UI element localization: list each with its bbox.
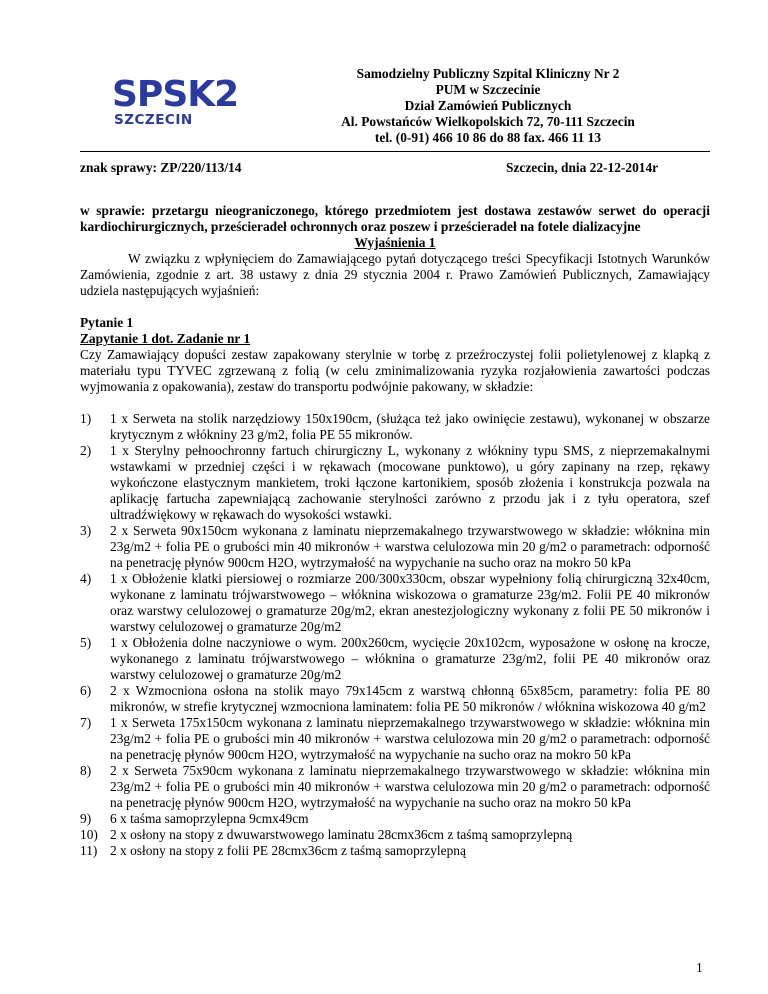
list-item: [80, 635, 710, 683]
item-text: 2 x Serweta 75x90cm wykonana z laminatu nieprzemakalnego trzywarstwowego w składzie: włóknina min 23g/m2 + folia PE o grubości min 40 mikronów + warstwa celulozowa min 20 g/m2 o parametrach: odporność na penetrację płynów 900cm H2O, wytrzymałość na wypychanie na sucho oraz na mokro 50 kPa: [110, 763, 710, 810]
items-list: [80, 411, 710, 859]
list-item: [80, 683, 710, 715]
page-number: 1: [696, 960, 703, 975]
institution-address: Al. Powstańców Wielkopolskich 72, 70-111 Szczecin: [341, 114, 635, 129]
list-item: [80, 715, 710, 763]
item-number: 7): [80, 715, 92, 730]
item-number: 2): [80, 443, 92, 458]
list-item: [80, 843, 710, 859]
header-divider: [80, 151, 710, 152]
question-subtitle: Zapytanie 1 dot. Zadanie nr 1: [80, 331, 251, 346]
question-text: Czy Zamawiający dopuści zestaw zapakowany sterylnie w torbę z przeźroczystej folii polietylenowej z klapką z materiału typu TYVEC zgrzewaną z folią (w celu zminimalizowania ryzyka rozjałowienia zawartości podczas wyjmowania z opakowania), zestaw do transportu podwójnie pakowany, w składzie:: [80, 347, 710, 394]
item-text: 6 x taśma samoprzylepna 9cmx49cm: [110, 811, 309, 826]
subject: w sprawie: przetargu nieograniczonego, którego przedmiotem jest dostawa zestawów serwet do operacji kardiochirurgicznych, prześcieradeł ochronnych oraz poszew i prześcieradeł na fotele dializacyjne: [80, 203, 710, 234]
spsk2-logo: [108, 70, 268, 130]
institution-university: PUM w Szczecinie: [435, 82, 541, 97]
institution-name: Samodzielny Publiczny Szpital Kliniczny Nr 2: [356, 66, 620, 81]
item-number: 3): [80, 523, 92, 538]
item-text: 2 x Serweta 90x150cm wykonana z laminatu nieprzemakalnego trzywarstwowego w składzie: włóknina min 23g/m2 + folia PE o grubości min 40 mikronów + warstwa celulozowa min 20 g/m2 o parametrach: odporność na penetrację płynów 900cm H2O, wytrzymałość na wypychanie na sucho oraz na mokro 50 kPa: [110, 523, 710, 570]
list-item: [80, 571, 710, 635]
item-text: 2 x Wzmocniona osłona na stolik mayo 79x145cm z warstwą chłonną 65x85cm, parametry: folia PE 80 mikronów, w strefie krytycznej wzmocniona laminatem: folia PE 50 mikronów / włóknina wiskozowa 40 g/m2: [110, 683, 710, 714]
logo-text: SPSK2: [112, 74, 239, 115]
list-item: [80, 763, 710, 811]
item-text: 1 x Sterylny pełnoochronny fartuch chirurgiczny L, wykonany z włókniny typu SMS, z nieprzemakalnymi wstawkami w przedniej części i w rękawach (mocowane punktowo), u góry zapinany na rzep, rękawy wykończone elastycznym mankietem, troki łączone kartonikiem, sposób złożenia i konstrukcja pozwala na aplikację fartucha zapewniającą zachowanie sterylności zarówno z przodu jak i z tyłu operatora, szef ultradźwiękowy w rękawach do wysokości wstawki.: [110, 443, 710, 522]
intro-paragraph: W związku z wpłynięciem do Zamawiającego pytań dotyczącego treści Specyfikacji Istotnych Warunków Zamówienia, zgodnie z art. 38 ustawy z dnia 29 stycznia 2004 r. Prawo Zamówień Publicznych, Zamawiający udziela następujących wyjaśnień:: [80, 251, 710, 298]
item-number: 9): [80, 811, 92, 826]
item-text: 1 x Serweta na stolik narzędziowy 150x190cm, (służąca też jako owinięcie zestawu), wykonanej w obszarze krytycznym z włókniny 23 g/m2, folia PE 55 mikronów.: [110, 411, 710, 442]
question-title: Pytanie 1: [80, 315, 134, 330]
list-item: [80, 443, 710, 523]
item-number: 11): [80, 843, 98, 858]
logo-city: SZCZECIN: [114, 112, 193, 128]
item-number: 1): [80, 411, 92, 426]
case-reference: znak sprawy: ZP/220/113/14: [80, 160, 242, 175]
item-text: 1 x Serweta 175x150cm wykonana z laminatu nieprzemakalnego trzywarstwowego w składzie: włóknina min 23g/m2 + folia PE o grubości min 40 mikronów + warstwa celulozowa min 20 g/m2 o parametrach: odporność na penetrację płynów 900cm H2O, wytrzymałość na wypychanie na sucho oraz na mokro 50 kPa: [110, 715, 710, 762]
institution-header: [268, 66, 708, 146]
item-number: 8): [80, 763, 92, 778]
item-number: 4): [80, 571, 92, 586]
document-body: [80, 203, 710, 859]
item-number: 6): [80, 683, 92, 698]
item-text: 2 x osłony na stopy z dwuwarstwowego laminatu 28cmx36cm z taśmą samoprzylepną: [110, 827, 573, 842]
list-item: [80, 827, 710, 843]
list-item: [80, 411, 710, 443]
item-number: 10): [80, 827, 98, 842]
item-text: 2 x osłony na stopy z folii PE 28cmx36cm z taśmą samoprzylepną: [110, 843, 466, 858]
item-number: 5): [80, 635, 92, 650]
item-text: 1 x Obłożenie klatki piersiowej o rozmiarze 200/300x330cm, obszar wypełniony folią chirurgiczną 32x40cm, wykonane z laminatu trójwarstwowego – włóknina wiskozowa o gramaturze 23g/m2. Folii PE 40 mikronów oraz warstwy celulozowej o gramaturze 20g/m2, ekran anestezjologiczny wykonany z folii PE 50 mikronów i warstwy celulozowej o gramaturze 20g/m2: [110, 571, 710, 634]
list-item: [80, 523, 710, 571]
institution-phone: tel. (0-91) 466 10 86 do 88 fax. 466 11 13: [374, 130, 602, 145]
list-item: [80, 811, 710, 827]
document-heading: Wyjaśnienia 1: [354, 235, 436, 250]
document-date: Szczecin, dnia 22-12-2014r: [506, 160, 659, 175]
institution-department: Dział Zamówień Publicznych: [404, 98, 572, 113]
item-text: 1 x Obłożenia dolne naczyniowe o wym. 200x260cm, wycięcie 20x102cm, wyposażone w osłonę na krocze, wykonanego z laminatu trójwarstwowego – włóknina o gramaturze 23g/m2, folii PE 40 mikronów oraz warstwy celulozowej o gramaturze 20g/m2: [110, 635, 710, 682]
